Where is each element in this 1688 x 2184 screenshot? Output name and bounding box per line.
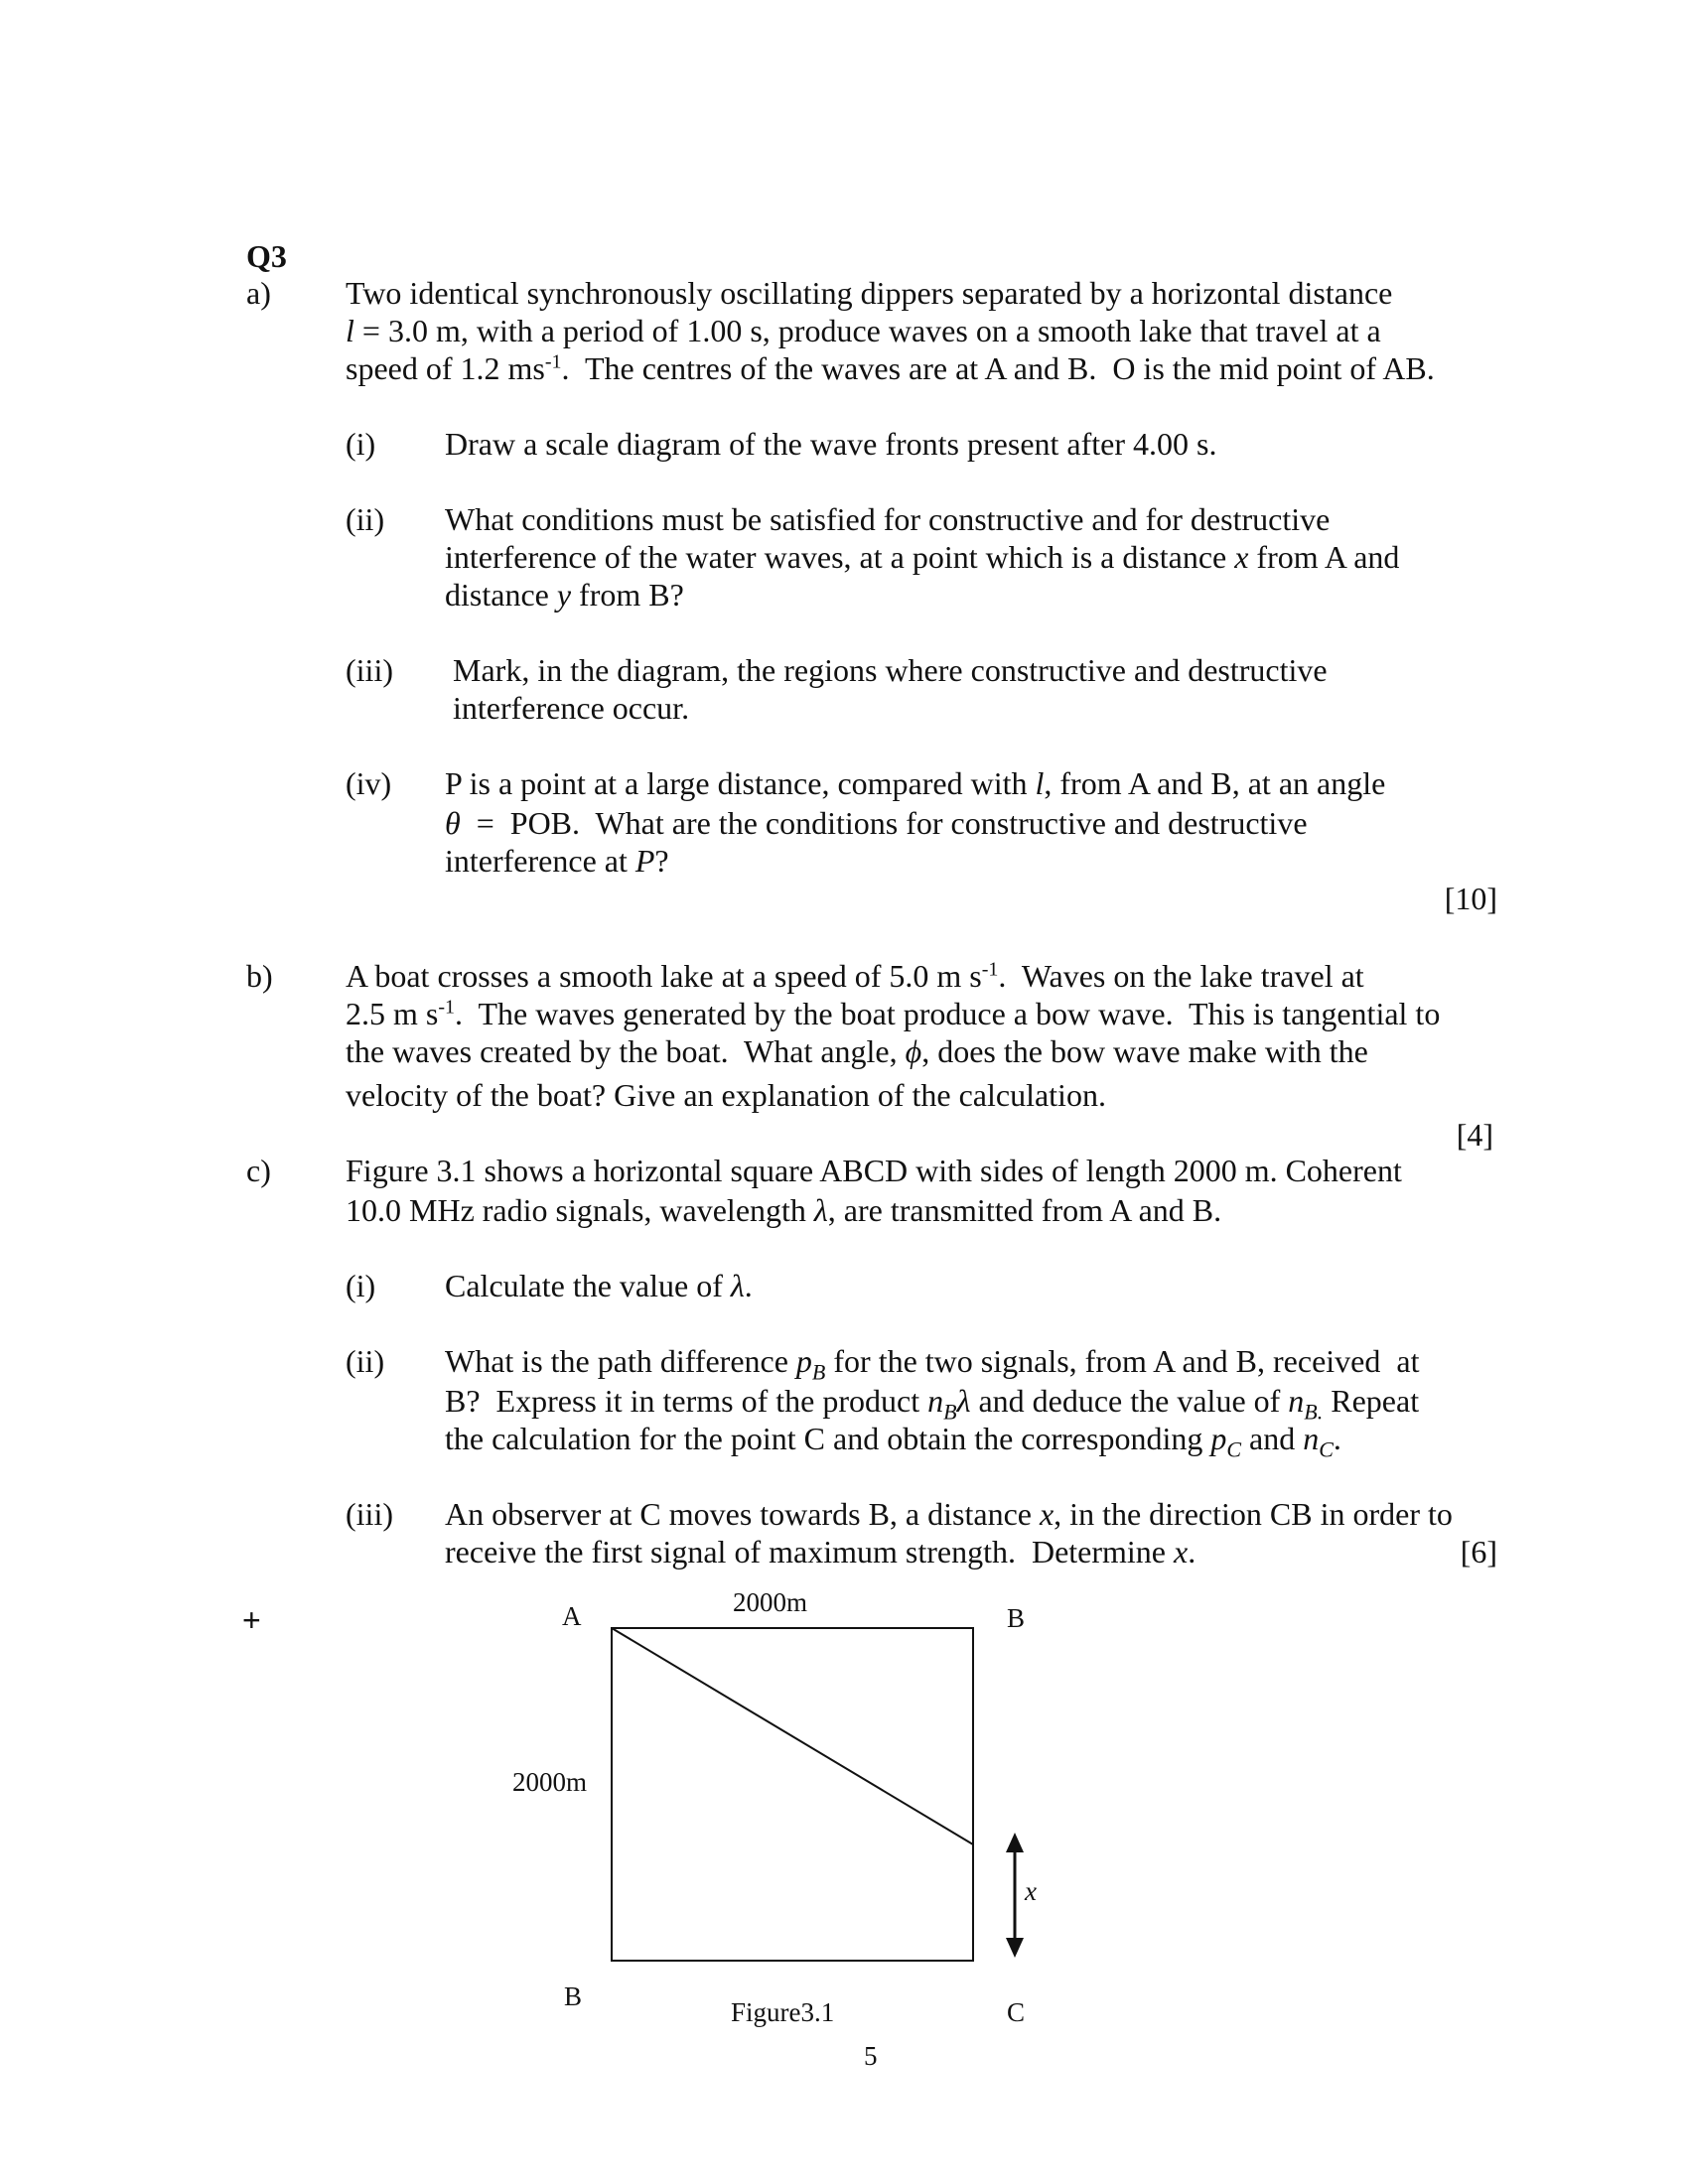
part-a-item-ii-line-1: What conditions must be satisfied for constructive and for destructive [445, 501, 1331, 537]
square-abcd [612, 1628, 973, 1961]
corner-label-top-right: B [1007, 1603, 1026, 1633]
part-a-intro-line-3: speed of 1.2 $ms^{-1}$. The centres of the waves are at A and B. O is the mid point of AB. [346, 350, 1435, 386]
part-a-item-iii-line-1: Mark, in the diagram, the regions where constructive and destructive [453, 652, 1328, 688]
x-arrow-label: x [1025, 1876, 1037, 1906]
part-c-intro-line-2: 10.0 MHz radio signals, wavelength λ, are transmitted from A and B. [346, 1192, 1222, 1228]
part-a-item-iv-line-2: θ = POB. What are the conditions for constructive and destructive [445, 805, 1308, 841]
part-a-item-iv-line-3: interference at P? [445, 843, 669, 879]
corner-label-top-left: A [562, 1601, 582, 1631]
question-title: Q3 [246, 238, 287, 274]
part-c-item-iii-line-1: An observer at C moves towards B, a distance x, in the direction CB in order to [445, 1496, 1453, 1532]
part-b-line-3: the waves created by the boat. What angle, ϕ, does the bow wave make with the [346, 1033, 1368, 1069]
part-c-label: c) [246, 1153, 271, 1188]
part-a-label: a) [246, 275, 271, 311]
part-a-item-i-number: (i) [346, 426, 376, 462]
part-b-label: b) [246, 958, 273, 994]
part-a-marks: [10] [1444, 881, 1497, 916]
part-c-marks: [6] [1460, 1534, 1497, 1570]
part-b-line-2: 2.5 m $s^{-1}$. The waves generated by the boat produce a bow wave. This is tangential to [346, 996, 1441, 1031]
part-a-item-ii-number: (ii) [346, 501, 385, 537]
top-length-label: 2000m [733, 1587, 808, 1617]
margin-plus-mark: + [242, 1602, 261, 1638]
part-a-intro-line-2: l = 3.0 m, with a period of 1.00 s, produce waves on a smooth lake that travel at a [346, 313, 1381, 348]
part-a-item-ii-line-2: interference of the water waves, at a point which is a distance x from A and [445, 539, 1400, 575]
page-number: 5 [864, 2041, 878, 2071]
part-a-item-iv-number: (iv) [346, 765, 392, 801]
corner-label-bottom-left: B [564, 1981, 583, 2011]
part-b-line-4: velocity of the boat? Give an explanation of the calculation. [346, 1077, 1106, 1113]
part-c-item-ii-line-2: B? Express it in terms of the product $n_B\lambda$ and deduce the value of $n_{B.}$ Repeat [445, 1383, 1420, 1425]
part-a-item-ii-line-3: distance y from B? [445, 577, 684, 613]
part-c-item-i-number: (i) [346, 1268, 376, 1303]
part-a-intro-line-1: Two identical synchronously oscillating dippers separated by a horizontal distance [346, 275, 1393, 311]
arrow-down-icon [1006, 1938, 1024, 1958]
figure-caption: Figure3.1 [731, 1997, 835, 2027]
part-a-item-iii-line-2: interference occur. [453, 690, 690, 726]
part-a-item-iii-number: (iii) [346, 652, 393, 688]
corner-label-bottom-right: C [1007, 1997, 1026, 2027]
part-c-item-ii-line-3: the calculation for the point C and obtain the corresponding $p_C$ and $n_C$. [445, 1421, 1341, 1462]
part-a-item-iv-line-1: P is a point at a large distance, compared with l, from A and B, at an angle [445, 765, 1386, 801]
part-c-item-iii-line-2: receive the first signal of maximum strength. Determine x. [445, 1534, 1196, 1570]
part-c-item-ii-number: (ii) [346, 1343, 385, 1379]
part-c-item-iii-number: (iii) [346, 1496, 393, 1532]
part-a-item-i-text: Draw a scale diagram of the wave fronts present after 4.00 s. [445, 426, 1217, 462]
arrow-up-icon [1006, 1833, 1024, 1852]
part-c-item-ii-line-1: What is the path difference $p_B$ for the two signals, from A and B, received at [445, 1343, 1420, 1385]
part-b-line-1: A boat crosses a smooth lake at a speed of 5.0 m $s^{-1}$. Waves on the lake travel at [346, 958, 1364, 994]
part-c-item-i-text: Calculate the value of λ. [445, 1268, 753, 1303]
side-length-label: 2000m [512, 1767, 588, 1797]
part-b-marks: [4] [1456, 1117, 1493, 1153]
part-c-intro-line-1: Figure 3.1 shows a horizontal square ABCD with sides of length 2000 m. Coherent [346, 1153, 1402, 1188]
diagonal-line [612, 1628, 973, 1844]
